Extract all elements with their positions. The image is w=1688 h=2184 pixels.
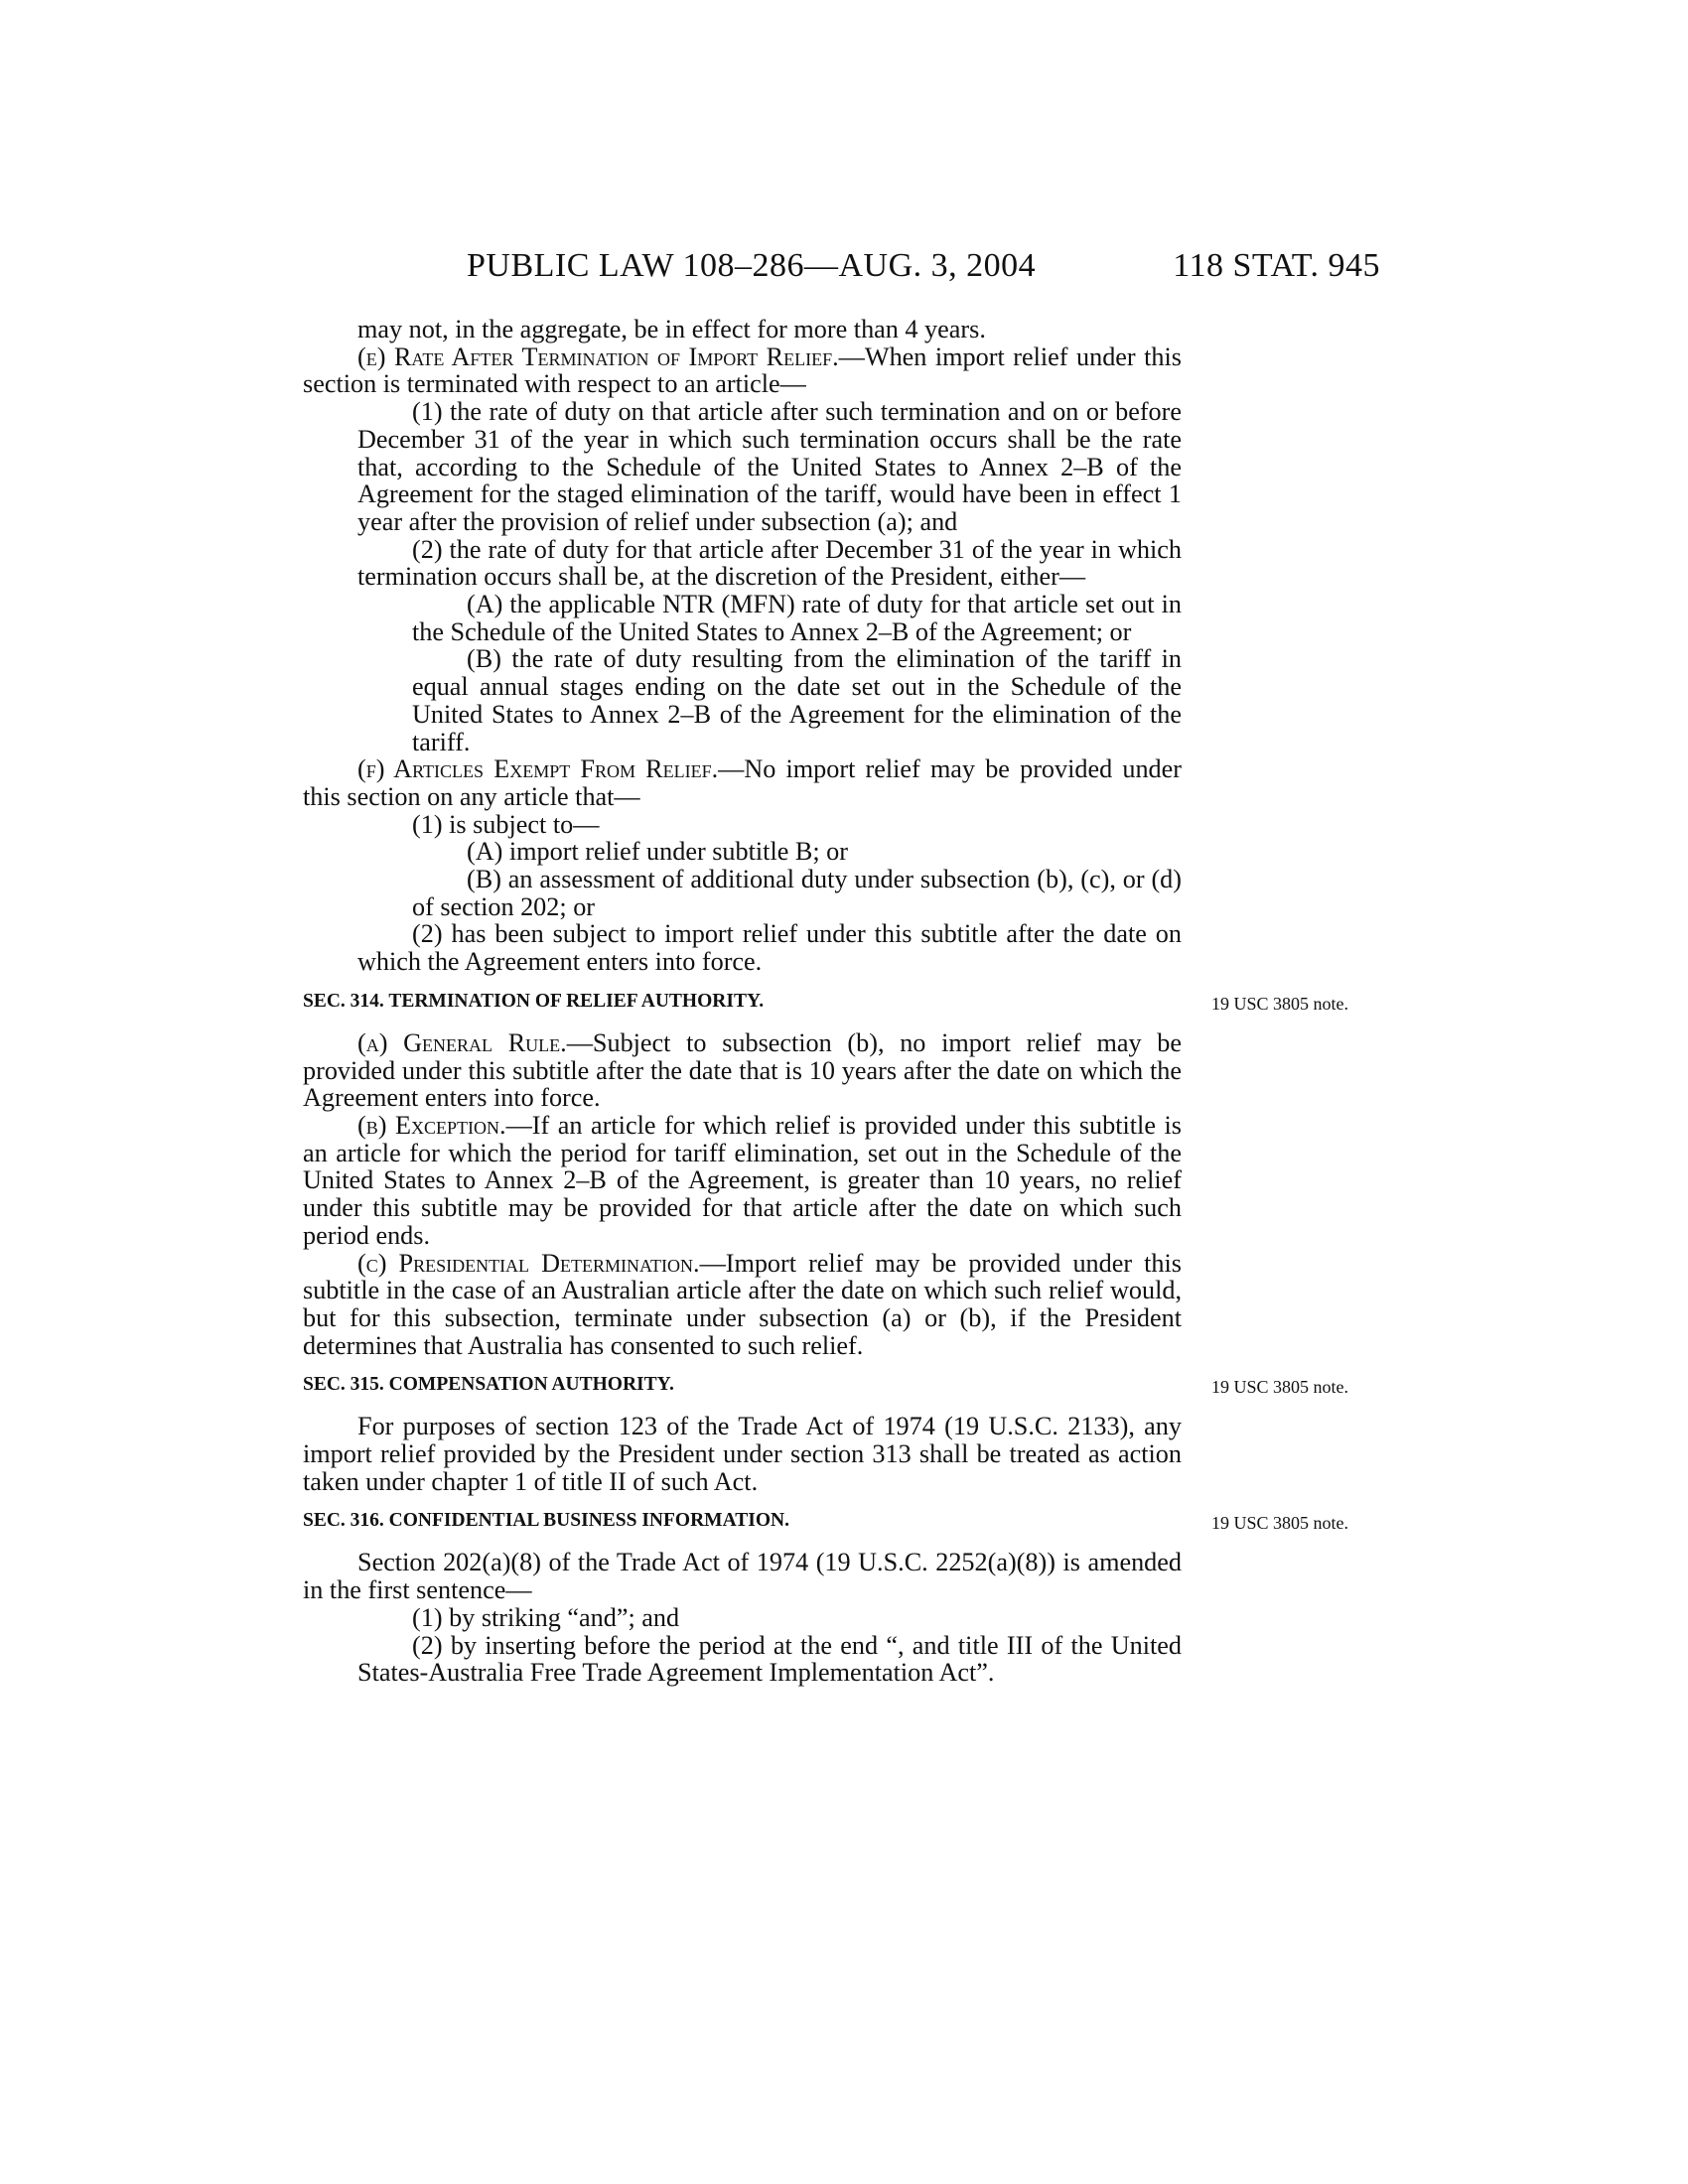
subsection-e [303, 343, 1182, 398]
section-314-b-heading: (b) Exception. [357, 1110, 506, 1140]
section-315-title: SEC. 315. COMPENSATION AUTHORITY. [303, 1374, 674, 1396]
section-314-b-text: —If an article for which relief is provided under this subtitle is an article for which the period for tariff elimination, set out in the Schedule of the United States to Annex 2–B of the Agreement, is greater than 10 years, no relief under this subtitle may be provided for that article after the date on which such period ends. [303, 1110, 1182, 1250]
section-314-title: SEC. 314. TERMINATION OF RELIEF AUTHORITY. [303, 990, 765, 1012]
section-314-a [303, 1029, 1182, 1112]
page-header [303, 247, 1380, 287]
section-314-c-text: —Import relief may be provided under this subtitle in the case of an Australian article after the date on which such relief would, but for this subsection, terminate under subsection (a) or (b), if the President determines that Australia has consented to such relief. [303, 1248, 1182, 1360]
subparagraph-f1b: (B) an assessment of additional duty under subsection (b), (c), or (d) of section 202; or [412, 865, 1182, 921]
subsection-e-text: —When import relief under this section is terminated with respect to an article— [303, 341, 1182, 399]
subsection-f-text: —No import relief may be provided under this section on any article that— [303, 754, 1182, 811]
document-body [303, 315, 1349, 1688]
section-316-text: Section 202(a)(8) of the Trade Act of 1974 (19 U.S.C. 2252(a)(8)) is amended in the first sentence— [303, 1548, 1182, 1605]
section-316-margin-note: 19 USC 3805 note. [1211, 1513, 1349, 1534]
subsection-e-heading: (e) Rate After Termination of Import Relief. [357, 341, 839, 371]
section-316-paragraph-2: (2) by inserting before the period at the end “, and title III of the United States-Australia Free Trade Agreement Implementation Act”. [357, 1630, 1182, 1688]
paragraph-f2: (2) has been subject to import relief under this subtitle after the date on which the Agreement enters into force. [357, 919, 1182, 977]
section-316-paragraph-1: (1) by striking “and”; and [412, 1602, 680, 1632]
section-314-a-text: —Subject to subsection (b), no import relief may be provided under this subtitle after the date that is 10 years after the date on which the Agreement enters into force. [303, 1027, 1182, 1113]
paragraph-e2: (2) the rate of duty for that article after December 31 of the year in which termination occurs shall be, at the discretion of the President, either— [357, 534, 1182, 592]
section-315-margin-note: 19 USC 3805 note. [1211, 1377, 1349, 1398]
section-315-heading [303, 1373, 1349, 1398]
section-314-heading [303, 990, 1349, 1014]
section-314-b [303, 1112, 1182, 1250]
section-316-heading [303, 1509, 1349, 1534]
paragraph-e1: (1) the rate of duty on that article after such termination and on or before December 31 of the year in which such termination occurs shall be the rate that, according to the Schedule of the United States to Annex 2–B of the Agreement for the staged elimination of the tariff, would have been in effect 1 year after the provision of relief under subsection (a); and [357, 397, 1182, 536]
section-314-a-heading: (a) General Rule. [357, 1027, 567, 1057]
subsection-f [303, 755, 1182, 810]
subsection-f-heading: (f) Articles Exempt From Relief. [357, 754, 719, 784]
section-316-title: SEC. 316. CONFIDENTIAL BUSINESS INFORMATION. [303, 1510, 789, 1532]
subparagraph-e2a: (A) the applicable NTR (MFN) rate of duty for that article set out in the Schedule of the United States to Annex 2–B of the Agreement; or [412, 590, 1182, 646]
section-314-c [303, 1250, 1182, 1360]
running-head: PUBLIC LAW 108–286—AUG. 3, 2004 [467, 247, 1037, 284]
section-315-text: For purposes of section 123 of the Trade Act of 1974 (19 U.S.C. 2133), any import relief provided by the President under section 313 shall be treated as action taken under chapter 1 of title II of such Act. [303, 1412, 1182, 1496]
paragraph-f1: (1) is subject to— [412, 809, 600, 839]
paragraph-continuation: may not, in the aggregate, be in effect for more than 4 years. [357, 315, 986, 343]
subparagraph-e2b: (B) the rate of duty resulting from the elimination of the tariff in equal annual stages ending on the date set out in the Schedule of the United States to Annex 2–B of the Agreement for the elimination of the tariff. [412, 644, 1182, 756]
page-number: 118 STAT. 945 [1173, 247, 1380, 284]
subparagraph-f1a: (A) import relief under subtitle B; or [467, 837, 848, 867]
section-314-c-heading: (c) Presidential Determination. [357, 1248, 700, 1278]
section-314-margin-note: 19 USC 3805 note. [1211, 993, 1349, 1014]
